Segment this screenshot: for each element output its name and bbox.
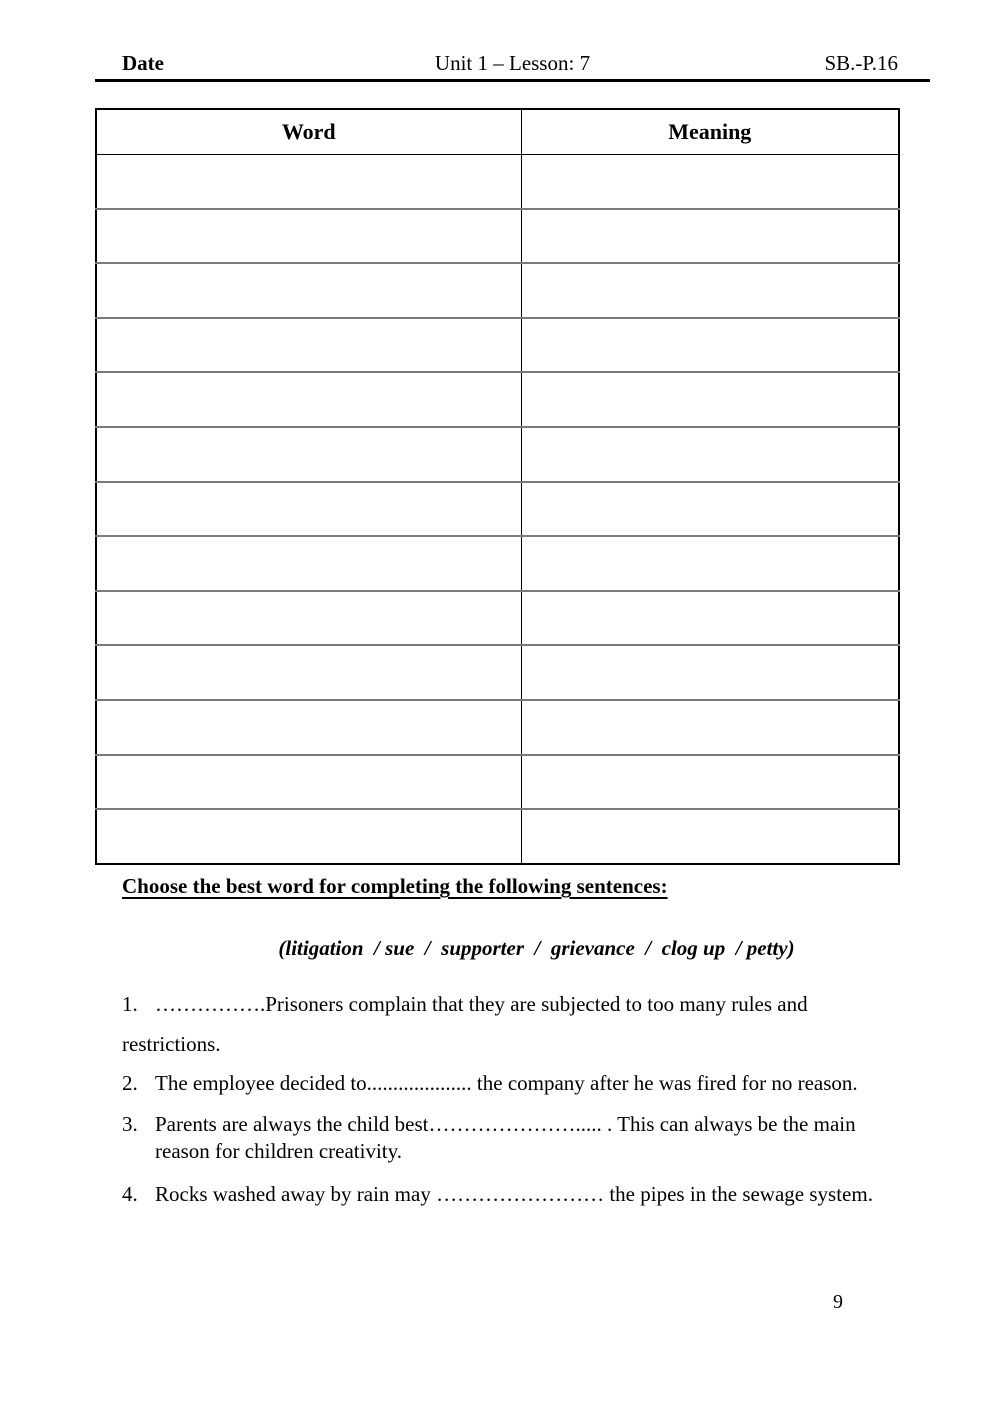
question-1-continuation: restrictions. bbox=[122, 1032, 221, 1056]
vocab-table-body bbox=[96, 154, 899, 864]
table-cell-meaning bbox=[521, 755, 899, 810]
table-cell-meaning bbox=[521, 263, 899, 318]
question-3 bbox=[122, 1111, 856, 1165]
table-cell-meaning bbox=[521, 482, 899, 537]
table-cell-meaning bbox=[521, 209, 899, 264]
word-bank: (litigation / sue / supporter / grievance / clog up / petty) bbox=[278, 936, 795, 960]
question-number: 3. bbox=[122, 1112, 138, 1136]
table-cell-word bbox=[96, 755, 521, 810]
table-cell-meaning bbox=[521, 318, 899, 373]
table-cell-meaning bbox=[521, 591, 899, 646]
question-text: The employee decided to.................... the company after he was fired for no reason. bbox=[155, 1071, 858, 1095]
table-cell-word bbox=[96, 700, 521, 755]
question-2 bbox=[122, 1070, 858, 1097]
question-number: 1. bbox=[122, 992, 138, 1016]
table-cell-word bbox=[96, 209, 521, 264]
table-header-row bbox=[96, 109, 899, 154]
table-cell-word bbox=[96, 591, 521, 646]
table-cell-word bbox=[96, 809, 521, 864]
page-number: 9 bbox=[833, 1291, 843, 1313]
question-text-line2: reason for children creativity. bbox=[155, 1139, 403, 1163]
table-cell-word bbox=[96, 318, 521, 373]
question-4 bbox=[122, 1181, 873, 1208]
table-cell-meaning bbox=[521, 645, 899, 700]
table-cell-word bbox=[96, 536, 521, 591]
column-header-word: Word bbox=[96, 109, 521, 154]
column-header-meaning: Meaning bbox=[521, 109, 899, 154]
table-row bbox=[96, 591, 899, 646]
table-cell-word bbox=[96, 154, 521, 209]
table-row bbox=[96, 482, 899, 537]
table-row bbox=[96, 536, 899, 591]
table-cell-meaning bbox=[521, 536, 899, 591]
document-header bbox=[95, 48, 930, 82]
table-cell-meaning bbox=[521, 700, 899, 755]
unit-title: Unit 1 – Lesson: 7 bbox=[434, 51, 591, 75]
vocab-table bbox=[95, 108, 900, 865]
question-number: 4. bbox=[122, 1182, 138, 1206]
table-cell-word bbox=[96, 482, 521, 537]
date-label: Date bbox=[122, 51, 164, 75]
question-text-line1: Parents are always the child best…………………..... . This can always be the main bbox=[155, 1112, 856, 1136]
table-row bbox=[96, 263, 899, 318]
question-number: 2. bbox=[122, 1071, 138, 1095]
table-cell-meaning bbox=[521, 809, 899, 864]
book-page-reference: SB.-P.16 bbox=[824, 51, 898, 75]
table-cell-word bbox=[96, 263, 521, 318]
question-text: …………….Prisoners complain that they are subjected to too many rules and bbox=[155, 992, 808, 1016]
table-cell-word bbox=[96, 427, 521, 482]
table-cell-meaning bbox=[521, 154, 899, 209]
table-row bbox=[96, 809, 899, 864]
question-text: Rocks washed away by rain may …………………… the pipes in the sewage system. bbox=[155, 1182, 873, 1206]
table-cell-meaning bbox=[521, 427, 899, 482]
table-row bbox=[96, 209, 899, 264]
table-row bbox=[96, 154, 899, 209]
table-row bbox=[96, 700, 899, 755]
table-cell-word bbox=[96, 372, 521, 427]
table-row bbox=[96, 318, 899, 373]
table-cell-word bbox=[96, 645, 521, 700]
exercise-heading: Choose the best word for completing the following sentences: bbox=[122, 874, 668, 898]
table-row bbox=[96, 427, 899, 482]
table-row bbox=[96, 755, 899, 810]
question-1 bbox=[122, 991, 808, 1018]
table-row bbox=[96, 645, 899, 700]
table-cell-meaning bbox=[521, 372, 899, 427]
table-row bbox=[96, 372, 899, 427]
